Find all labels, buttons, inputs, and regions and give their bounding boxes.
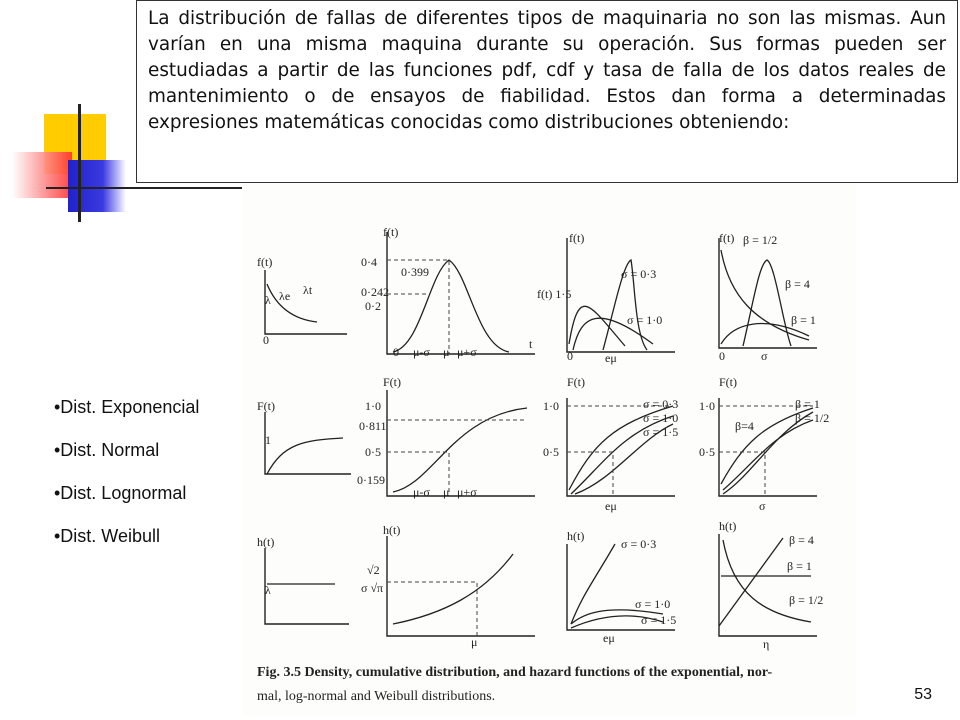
sigma-sqrt-pi-label: σ √π: [361, 581, 384, 595]
mu-minus-sigma-label: μ-σ: [413, 345, 430, 359]
sigma03-label-hazard: σ = 0·3: [621, 537, 657, 551]
ft-label-weibull: f(t): [719, 231, 735, 245]
zero-normal-pdf: 0: [393, 345, 399, 359]
horizontal-line: [46, 187, 242, 189]
mu-minus-sigma-cdf: μ-σ: [413, 485, 430, 499]
v05-label-normal: 0·5: [365, 445, 381, 459]
sigma10-label-pdf: σ = 1·0: [627, 313, 663, 327]
lambda-exp-label: λe: [279, 289, 291, 303]
bullet-lognormal: •Dist. Lognormal: [54, 483, 187, 503]
sigma15-label-cdf: σ = 1·5: [643, 425, 679, 439]
mu-label-cdf: μ: [443, 485, 450, 499]
emu-label-pdf: eμ: [605, 351, 617, 365]
mu-plus-sigma-label: μ+σ: [457, 345, 477, 359]
sigma03-label-cdf: σ = 0·3: [643, 397, 679, 411]
v0811-label: 0·811: [359, 419, 387, 433]
mu-plus-sigma-cdf: μ+σ: [457, 485, 477, 499]
mu-label-pdf: μ: [443, 345, 450, 359]
sigma-label-pdf: σ: [761, 349, 768, 363]
vertical-line: [78, 104, 81, 222]
bullet-exponential: •Dist. Exponencial: [54, 397, 200, 417]
beta1-label-hazard: β = 1: [787, 559, 812, 573]
mu-label-hazard: μ: [471, 635, 478, 649]
beta1-label-cdf: β = 1: [795, 397, 820, 411]
beta-half-label-hazard: β = 1/2: [789, 593, 824, 607]
emu-label-cdf: eμ: [605, 499, 617, 513]
emu-label-hazard: eμ: [603, 631, 615, 645]
sigma-label-cdf: σ: [759, 499, 766, 513]
lambda-label: λ: [265, 293, 271, 307]
sigma03-label-pdf: σ = 0·3: [621, 267, 657, 281]
lambda-t-label: λt: [303, 283, 313, 297]
blue-square: [68, 160, 126, 212]
eta-label: η: [763, 637, 770, 651]
v0242-label: 0·242: [361, 285, 389, 299]
ht-label-lognormal: h(t): [567, 529, 585, 543]
description-textbox: [136, 0, 958, 183]
ft-label-lognormal: f(t): [569, 231, 585, 245]
v05-label-weibull: 0·5: [699, 445, 715, 459]
v04-label: 0·4: [361, 255, 377, 269]
page-number: 53: [914, 686, 932, 703]
zero-weibull-pdf: 0: [719, 349, 725, 363]
beta-half-label-pdf: β = 1/2: [743, 233, 778, 247]
Ft-label-weibull: F(t): [719, 375, 737, 389]
sigma15-label-hazard: σ = 1·5: [641, 613, 677, 627]
ht-label-normal: h(t): [383, 523, 401, 537]
distribution-list: [54, 396, 244, 568]
red-square: [12, 152, 72, 198]
description-text: La distribución de fallas de diferentes tipos de maquinaria no son las mismas. Aun varían en una misma maquina durante su operación. Sus formas pueden ser estudiadas a partir de las funciones pdf, cdf y tasa de falla de los datos reales de mantenimiento o de ensayos de fiabilidad. Estos dan forma a determinadas expresiones matemáticas conocidas como distribuciones obteniendo:: [148, 8, 946, 133]
v10-label-weibull: 1·0: [699, 399, 715, 413]
ft-label-normal: f(t): [383, 225, 399, 239]
one-label: 1: [265, 433, 271, 447]
v10-label-normal: 1·0: [365, 399, 381, 413]
beta4-label-pdf: β = 4: [785, 277, 810, 291]
distribution-figure: [243, 184, 856, 716]
ft-label-exp: f(t): [257, 255, 273, 269]
v05-label-lognormal: 0·5: [543, 445, 559, 459]
lambda-hazard-label: λ: [265, 583, 271, 597]
v10-label-lognormal: 1·0: [543, 399, 559, 413]
Ft-label-lognormal: F(t): [567, 375, 585, 389]
v0159-label: 0·159: [357, 473, 385, 487]
sigma10-label-cdf: σ = 1·0: [643, 411, 679, 425]
zero-exp-pdf: 0: [263, 333, 269, 347]
beta1-label-pdf: β = 1: [791, 313, 816, 327]
sigma10-label-hazard: σ = 1·0: [635, 597, 671, 611]
bullet-weibull: •Dist. Weibull: [54, 526, 160, 546]
caption-line-2: mal, log-normal and Weibull distributions.: [257, 689, 496, 704]
v0399-label: 0·399: [401, 265, 429, 279]
caption-line-1: Fig. 3.5 Density, cumulative distribution, and hazard functions of the exponential, nor-: [257, 665, 773, 680]
beta-half-label-cdf: β = 1/2: [795, 411, 830, 425]
f15-label: f(t) 1·5: [537, 287, 572, 301]
zero-lognormal-pdf: 0: [567, 349, 573, 363]
beta4-label-cdf: β=4: [735, 419, 754, 433]
Ft-label-normal: F(t): [383, 375, 401, 389]
v02-label: 0·2: [365, 299, 381, 313]
ht-label-weibull: h(t): [719, 519, 737, 533]
bullet-normal: •Dist. Normal: [54, 440, 160, 460]
ht-label-exp: h(t): [257, 535, 275, 549]
beta4-label-hazard: β = 4: [789, 533, 814, 547]
t-label-normal-pdf: t: [529, 337, 533, 351]
sqrt2-label: √2: [367, 563, 380, 577]
Ft-label-exp: F(t): [257, 399, 275, 413]
